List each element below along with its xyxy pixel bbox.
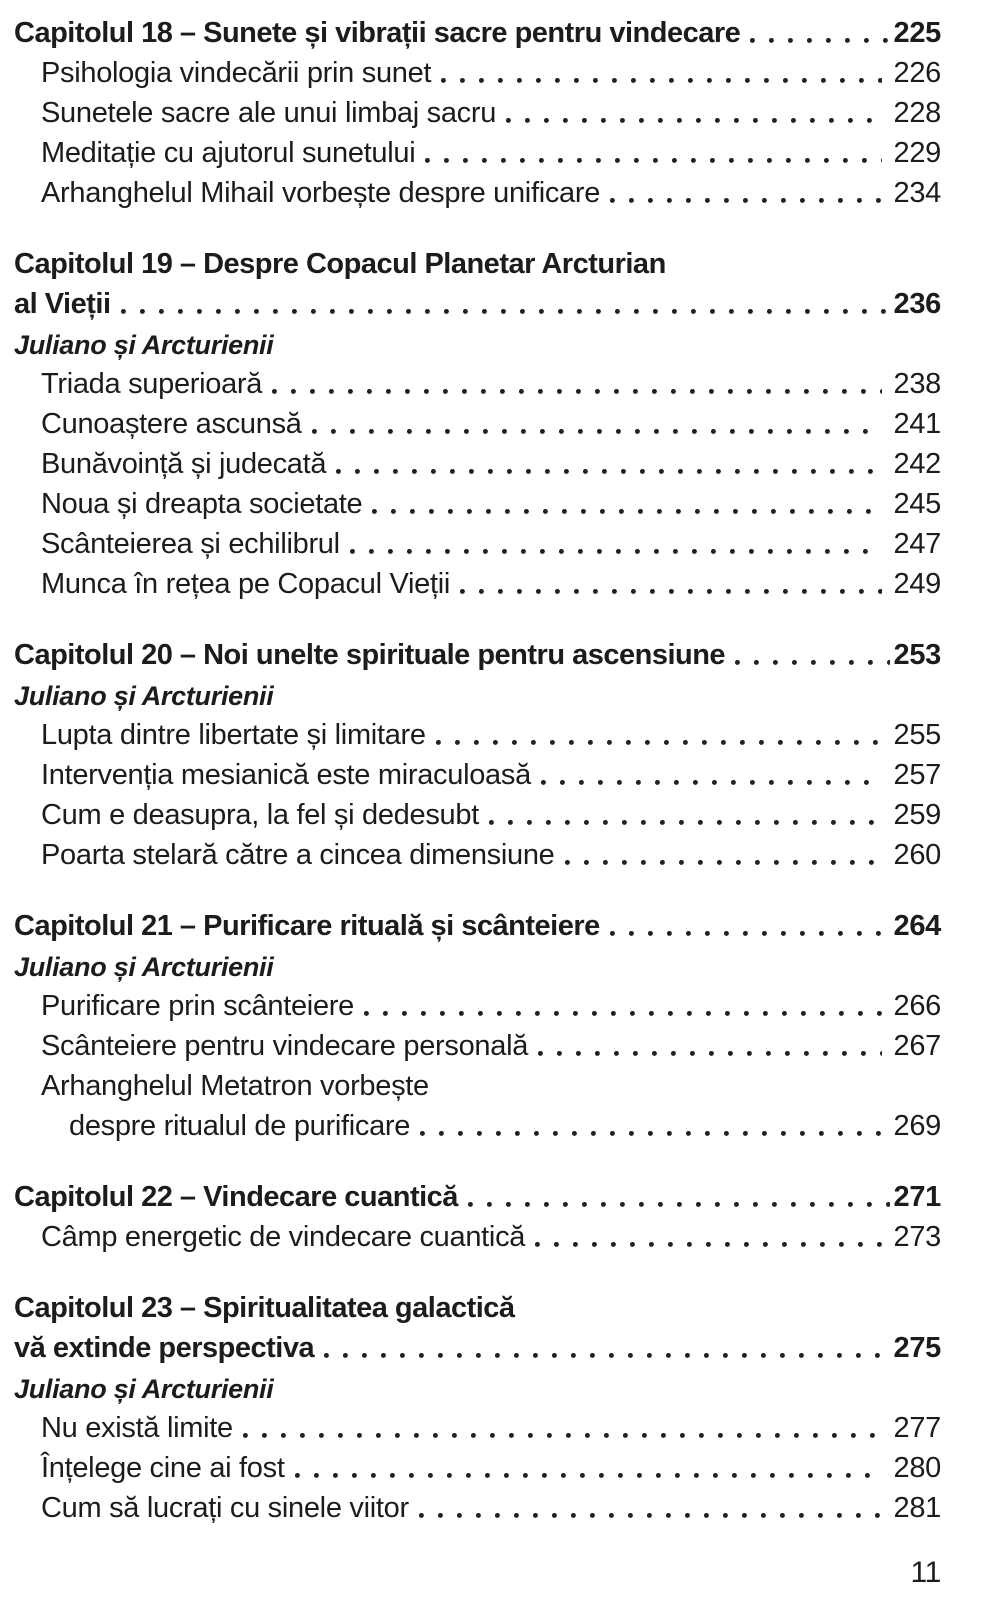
dot-leader: [460, 589, 881, 594]
dot-leader: [372, 509, 881, 514]
dot-leader: [489, 820, 882, 825]
entry-label-continuation: despre ritualul de purificare: [69, 1110, 411, 1142]
entry-page-number: 242: [893, 448, 941, 480]
toc-entry: [14, 170, 941, 210]
toc-entry: [14, 90, 941, 130]
entry-page-number: 245: [893, 488, 941, 520]
chapter-title-continuation: al Vieții: [14, 288, 111, 320]
entry-label: Poarta stelară către a cincea dimensiune: [41, 839, 555, 871]
chapter-title: Capitolul 23 – Spiritualitatea galactică: [14, 1292, 515, 1324]
entry-label: Înțelege cine ai fost: [41, 1452, 285, 1484]
dot-leader: [468, 1202, 890, 1207]
dot-leader: [441, 78, 881, 83]
chapter-page-number: 264: [893, 910, 941, 942]
dot-leader: [565, 860, 882, 865]
toc-section-chapter-20: [14, 632, 941, 872]
dot-leader: [420, 1131, 881, 1136]
toc-section-chapter-22: [14, 1174, 941, 1254]
toc-entry: [14, 792, 941, 832]
entry-label: Cunoaștere ascunsă: [41, 408, 302, 440]
entry-label: Meditație cu ajutorul sunetului: [41, 137, 416, 169]
chapter-title: Capitolul 22 – Vindecare cuantică: [14, 1181, 458, 1213]
entry-page-number: 280: [893, 1452, 941, 1484]
toc-section-chapter-18: [14, 10, 941, 210]
toc-section-chapter-21: [14, 903, 941, 1143]
entry-page-number: 249: [893, 568, 941, 600]
entry-label: Arhanghelul Mihail vorbește despre unificare: [41, 177, 601, 209]
toc-entry: [14, 752, 941, 792]
entry-page-number: 273: [893, 1221, 941, 1253]
entry-label: Scânteiere pentru vindecare personală: [41, 1030, 529, 1062]
channel-author-line: Juliano și Arcturienii: [14, 681, 274, 711]
chapter-title: Capitolul 19 – Despre Copacul Planetar Arcturian: [14, 248, 666, 280]
toc-entry: [14, 1023, 941, 1063]
dot-leader: [506, 118, 881, 123]
chapter-page-number: 271: [893, 1181, 941, 1213]
toc-entry: [14, 712, 941, 752]
chapter-title-continuation: vă extinde perspectiva: [14, 1332, 315, 1364]
chapter-22-heading: [14, 1174, 941, 1214]
toc-entry: [14, 401, 941, 441]
entry-page-number: 229: [893, 137, 941, 169]
chapter-19-heading-line-1: [14, 241, 941, 281]
chapter-page-number: 275: [893, 1332, 941, 1364]
chapter-19-heading-line-2: [14, 281, 941, 321]
entry-page-number: 259: [893, 799, 941, 831]
toc-entry: [14, 1485, 941, 1525]
entry-label: Bunăvoință și judecată: [41, 448, 327, 480]
toc-entry: [14, 1445, 941, 1485]
entry-page-number: 255: [893, 719, 941, 751]
dot-leader: [350, 549, 882, 554]
toc-entry: [14, 1214, 941, 1254]
entry-page-number: 228: [893, 97, 941, 129]
entry-page-number: 267: [893, 1030, 941, 1062]
entry-page-number: 269: [893, 1110, 941, 1142]
toc-entry-line-1: [14, 1063, 941, 1103]
toc-entry: [14, 481, 941, 521]
chapter-18-heading: [14, 10, 941, 50]
toc-entry: [14, 1405, 941, 1445]
chapter-21-heading: [14, 903, 941, 943]
dot-leader: [750, 38, 889, 43]
entry-page-number: 260: [893, 839, 941, 871]
entry-label: Arhanghelul Metatron vorbește: [41, 1070, 429, 1102]
channel-author-line: Juliano și Arcturienii: [14, 952, 274, 982]
dot-leader: [243, 1433, 882, 1438]
toc-section-chapter-23: [14, 1285, 941, 1525]
toc-entry: [14, 521, 941, 561]
entry-page-number: 234: [893, 177, 941, 209]
toc-entry: [14, 361, 941, 401]
entry-page-number: 238: [893, 368, 941, 400]
toc-entry: [14, 832, 941, 872]
dot-leader: [295, 1473, 882, 1478]
dot-leader: [419, 1513, 882, 1518]
chapter-23-heading-line-2: [14, 1325, 941, 1365]
toc-entry-line-2: [14, 1103, 941, 1143]
entry-label: Cum e deasupra, la fel și dedesubt: [41, 799, 479, 831]
chapter-23-heading-line-1: [14, 1285, 941, 1325]
entry-label: Purificare prin scânteiere: [41, 990, 354, 1022]
chapter-page-number: 225: [893, 17, 941, 49]
entry-label: Intervenția mesianică este miraculoasă: [41, 759, 531, 791]
entry-label: Triada superioară: [41, 368, 263, 400]
entry-label: Munca în rețea pe Copacul Vieții: [41, 568, 451, 600]
entry-label: Noua și dreapta societate: [41, 488, 363, 520]
folio-page-number: 11: [910, 1556, 941, 1589]
toc-entry: [14, 441, 941, 481]
toc-entry: [14, 50, 941, 90]
entry-label: Lupta dintre libertate și limitare: [41, 719, 426, 751]
dot-leader: [541, 780, 882, 785]
chapter-20-heading: [14, 632, 941, 672]
toc-entry: [14, 561, 941, 601]
dot-leader: [735, 660, 889, 665]
chapter-title: Capitolul 21 – Purificare rituală și scânteiere: [14, 910, 600, 942]
entry-label: Cum să lucrați cu sinele viitor: [41, 1492, 409, 1524]
channel-author-line: Juliano și Arcturienii: [14, 1374, 274, 1404]
dot-leader: [336, 469, 881, 474]
entry-label: Nu există limite: [41, 1412, 233, 1444]
toc-entry: [14, 130, 941, 170]
dot-leader: [610, 198, 881, 203]
chapter-page-number: 236: [893, 288, 941, 320]
entry-page-number: 277: [893, 1412, 941, 1444]
entry-page-number: 247: [893, 528, 941, 560]
dot-leader: [364, 1011, 882, 1016]
entry-page-number: 241: [893, 408, 941, 440]
dot-leader: [535, 1242, 881, 1247]
entry-label: Câmp energetic de vindecare cuantică: [41, 1221, 526, 1253]
entry-label: Psihologia vindecării prin sunet: [41, 57, 432, 89]
dot-leader: [312, 429, 882, 434]
chapter-title: Capitolul 18 – Sunete și vibrații sacre pentru vindecare: [14, 17, 741, 49]
dot-leader: [425, 158, 881, 163]
dot-leader: [324, 1353, 889, 1358]
entry-page-number: 257: [893, 759, 941, 791]
chapter-title: Capitolul 20 – Noi unelte spirituale pentru ascensiune: [14, 639, 726, 671]
chapter-page-number: 253: [893, 639, 941, 671]
entry-page-number: 266: [893, 990, 941, 1022]
toc-section-chapter-19: [14, 241, 941, 601]
dot-leader: [538, 1051, 881, 1056]
entry-label: Scânteierea și echilibrul: [41, 528, 340, 560]
dot-leader: [610, 931, 890, 936]
channel-author-line: Juliano și Arcturienii: [14, 330, 274, 360]
dot-leader: [272, 389, 881, 394]
dot-leader: [121, 309, 890, 314]
entry-page-number: 226: [893, 57, 941, 89]
dot-leader: [436, 740, 882, 745]
entry-label: Sunetele sacre ale unui limbaj sacru: [41, 97, 497, 129]
entry-page-number: 281: [893, 1492, 941, 1524]
toc-entry: [14, 983, 941, 1023]
